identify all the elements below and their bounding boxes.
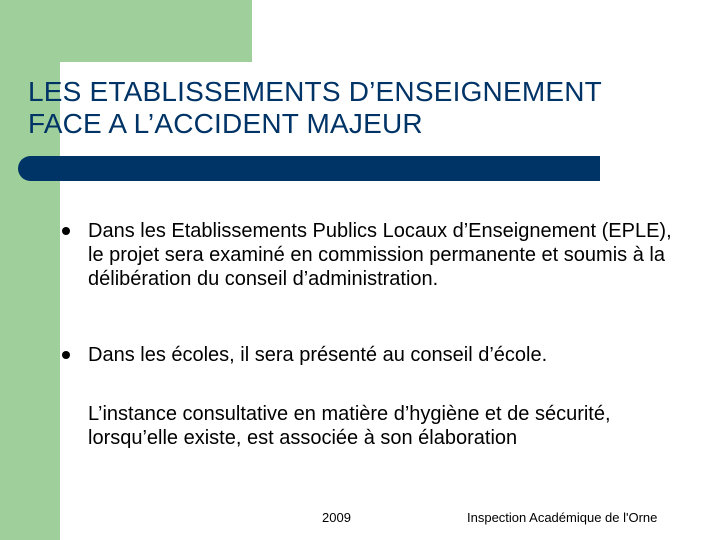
bullet-text: Dans les écoles, il sera présenté au conseil d’école. bbox=[88, 344, 548, 366]
footer-year: 2009 bbox=[322, 510, 351, 525]
bullet-dot-icon bbox=[62, 227, 70, 235]
instance-paragraph: L’instance consultative en matière d’hygiène et de sécurité, lorsqu’elle existe, est associée à son élaboration bbox=[88, 403, 611, 449]
footer-organization: Inspection Académique de l'Orne bbox=[467, 510, 658, 525]
bullet-text: Dans les Etablissements Publics Locaux d’Enseignement (EPLE), le projet sera examiné en commission permanente et soumis à la délibération du conseil d’administration. bbox=[88, 220, 672, 290]
title-underline-bar bbox=[18, 156, 600, 181]
bullet-dot-icon bbox=[62, 351, 70, 359]
slide-title: LES ETABLISSEMENTS D’ENSEIGNEMENT FACE A L’ACCIDENT MAJEUR bbox=[28, 76, 602, 139]
decorative-green-panel-top bbox=[0, 0, 252, 62]
